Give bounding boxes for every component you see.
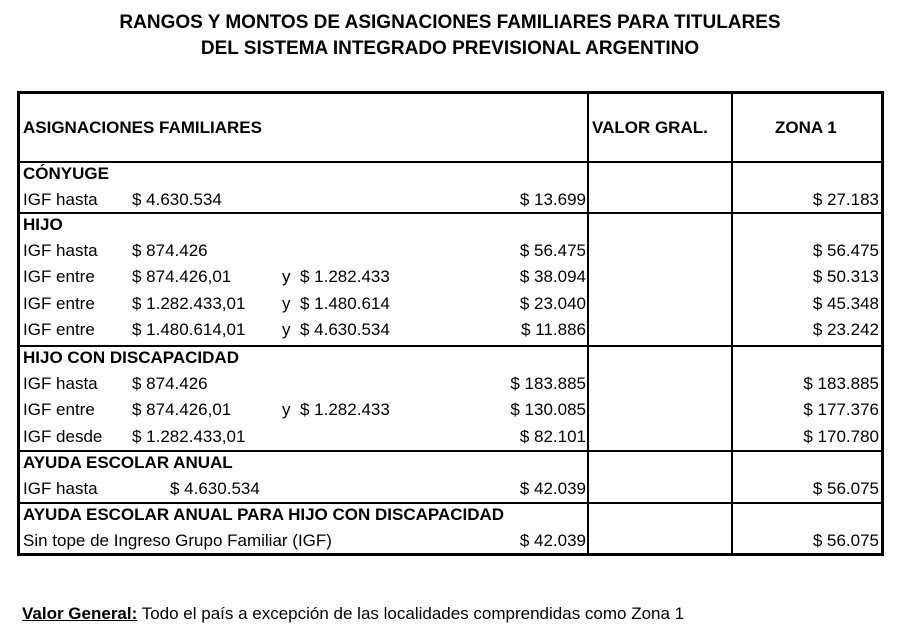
valor-gral-amount: $ 183.885: [510, 374, 586, 394]
valor-gral-amount: $ 23.040: [519, 293, 586, 313]
range-to: $ 1.282.433: [300, 267, 390, 287]
row-label: IGF desde: [23, 426, 103, 446]
header-asignaciones: ASIGNACIONES FAMILIARES: [23, 118, 262, 137]
section-title: HIJO CON DISCAPACIDAD: [23, 348, 239, 367]
section-divider: [20, 502, 881, 504]
zona1-amount: $ 56.475: [812, 241, 879, 261]
valor-gral-amount: $ 42.039: [519, 479, 586, 499]
section-divider: [20, 450, 881, 452]
document-title-line1: RANGOS Y MONTOS DE ASIGNACIONES FAMILIARES PARA TITULARES: [119, 12, 781, 33]
valor-gral-amount: $ 38.094: [519, 267, 586, 287]
valor-gral-amount: $ 56.475: [519, 241, 586, 261]
range-from: $ 4.630.534: [170, 479, 260, 499]
row-label: IGF entre: [23, 400, 95, 420]
range-to: $ 4.630.534: [300, 319, 390, 339]
row-label: IGF hasta: [23, 241, 98, 261]
range-from: $ 874.426,01: [132, 267, 232, 287]
zona1-amount: $ 23.242: [812, 319, 879, 339]
range-connector: y: [282, 293, 291, 313]
allowances-table: [17, 91, 884, 556]
valor-gral-amount: $ 42.039: [519, 531, 586, 551]
zona1-amount: $ 177.376: [803, 400, 879, 420]
zona1-amount: $ 56.075: [812, 531, 879, 551]
range-from: $ 1.282.433,01: [132, 293, 246, 313]
section-divider: [20, 345, 881, 347]
section-title: AYUDA ESCOLAR ANUAL PARA HIJO CON DISCAPACIDAD: [23, 505, 505, 524]
valor-gral-amount: $ 130.085: [510, 400, 586, 420]
header-divider: [20, 161, 881, 163]
row-label: IGF hasta: [23, 479, 98, 499]
row-label: IGF hasta: [23, 190, 98, 210]
range-from: $ 874.426: [132, 241, 208, 261]
range-from: $ 874.426: [132, 374, 208, 394]
range-connector: y: [282, 267, 291, 287]
section-title: CÓNYUGE: [23, 164, 109, 183]
section-divider: [20, 212, 881, 214]
zona1-amount: $ 183.885: [803, 374, 879, 394]
range-from: $ 1.480.614,01: [132, 319, 246, 339]
section-title: AYUDA ESCOLAR ANUAL: [23, 453, 233, 472]
document-title-line2: DEL SISTEMA INTEGRADO PREVISIONAL ARGENTINO: [200, 38, 700, 59]
valor-gral-amount: $ 82.101: [519, 426, 586, 446]
range-from: $ 874.426,01: [132, 400, 232, 420]
range-to: $ 1.282.433: [300, 400, 390, 420]
range-to: $ 1.480.614: [300, 293, 390, 313]
row-label: IGF entre: [23, 293, 95, 313]
zona1-amount: $ 56.075: [812, 479, 879, 499]
range-connector: y: [282, 400, 291, 420]
range-from: $ 1.282.433,01: [132, 426, 246, 446]
zona1-amount: $ 27.183: [812, 190, 879, 210]
footer-label: Valor General:: [22, 604, 138, 623]
range-connector: y: [282, 319, 291, 339]
valor-gral-amount: $ 13.699: [519, 190, 586, 210]
zona1-amount: $ 45.348: [812, 293, 879, 313]
row-label: IGF entre: [23, 319, 95, 339]
row-label: Sin tope de Ingreso Grupo Familiar (IGF): [23, 531, 332, 551]
row-label: IGF hasta: [23, 374, 98, 394]
section-title: HIJO: [23, 215, 63, 234]
range-from: $ 4.630.534: [132, 190, 222, 210]
header-valor-gral: VALOR GRAL.: [592, 118, 708, 137]
zona1-amount: $ 170.780: [803, 426, 879, 446]
row-label: IGF entre: [23, 267, 95, 287]
footer-text: Todo el país a excepción de las localidades comprendidas como Zona 1: [137, 604, 685, 623]
valor-gral-amount: $ 11.886: [521, 319, 586, 339]
zona1-amount: $ 50.313: [812, 267, 879, 287]
header-zona-1: ZONA 1: [775, 118, 837, 137]
footer-note: [22, 604, 684, 624]
